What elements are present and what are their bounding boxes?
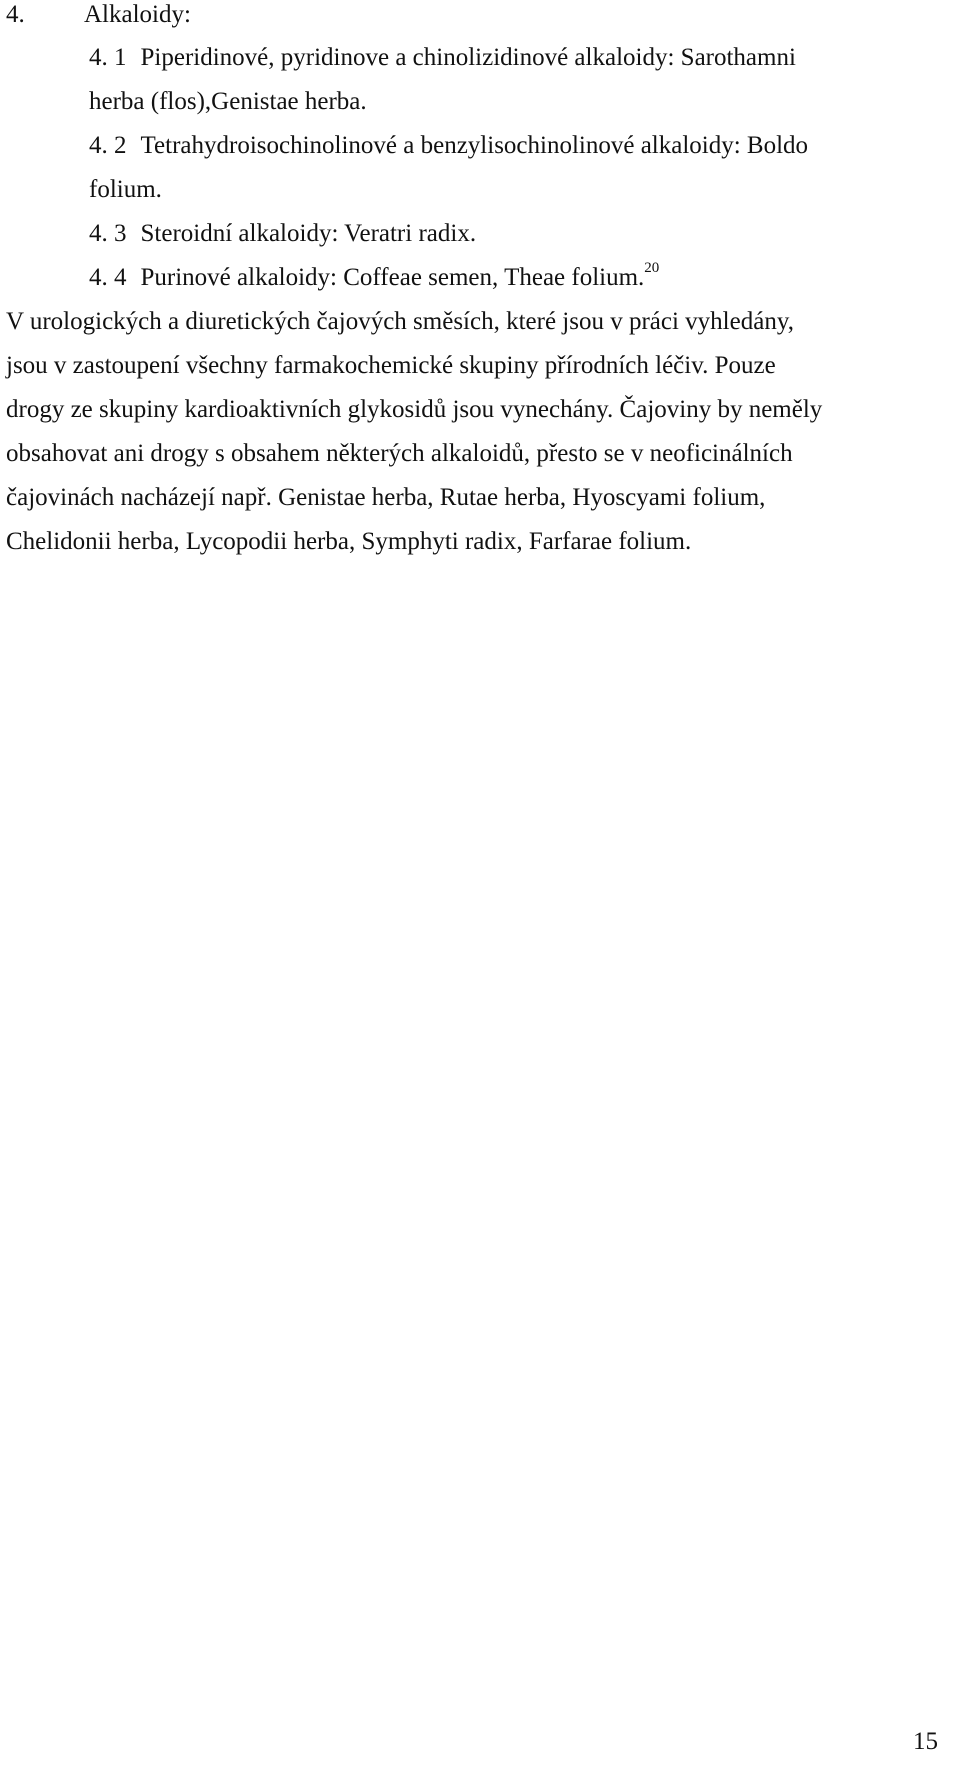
subsection-4-2-continuation: folium.	[89, 176, 162, 203]
subsection-number: 4. 1	[89, 44, 127, 71]
paragraph-line: jsou v zastoupení všechny farmakochemické skupiny přírodních léčiv. Pouze	[6, 352, 776, 379]
paragraph-line: obsahovat ani drogy s obsahem některých alkaloidů, přesto se v neoficinálních	[6, 440, 793, 467]
subsection-4-1	[89, 45, 796, 70]
subsection-4-4	[89, 260, 660, 291]
paragraph-line: V urologických a diuretických čajových směsích, které jsou v práci vyhledány,	[6, 308, 794, 335]
subsection-number: 4. 3	[89, 220, 127, 247]
subsection-4-3	[89, 221, 476, 246]
subsection-text: Tetrahydroisochinolinové a benzylisochinolinové alkaloidy: Boldo	[140, 132, 809, 159]
subsection-text: Piperidinové, pyridinove a chinolizidinové alkaloidy: Sarothamni	[140, 44, 796, 71]
paragraph-line: Chelidonii herba, Lycopodii herba, Symphyti radix, Farfarae folium.	[6, 528, 692, 555]
section-heading	[6, 2, 191, 27]
section-title: Alkaloidy:	[84, 1, 191, 28]
subsection-number: 4. 4	[89, 264, 127, 291]
section-number: 4.	[6, 1, 25, 28]
page-number: 15	[913, 1728, 938, 1755]
paragraph-line: čajovinách nacházejí např. Genistae herba, Rutae herba, Hyoscyami folium,	[6, 484, 766, 511]
subsection-number: 4. 2	[89, 132, 127, 159]
paragraph-line: drogy ze skupiny kardioaktivních glykosidů jsou vynechány. Čajoviny by neměly	[6, 396, 823, 423]
footnote-reference: 20	[644, 260, 660, 276]
subsection-text: Steroidní alkaloidy: Veratri radix.	[140, 220, 477, 247]
subsection-4-1-continuation: herba (flos),Genistae herba.	[89, 88, 367, 115]
subsection-4-2	[89, 133, 808, 158]
subsection-text: Purinové alkaloidy: Coffeae semen, Theae folium.	[140, 264, 645, 291]
